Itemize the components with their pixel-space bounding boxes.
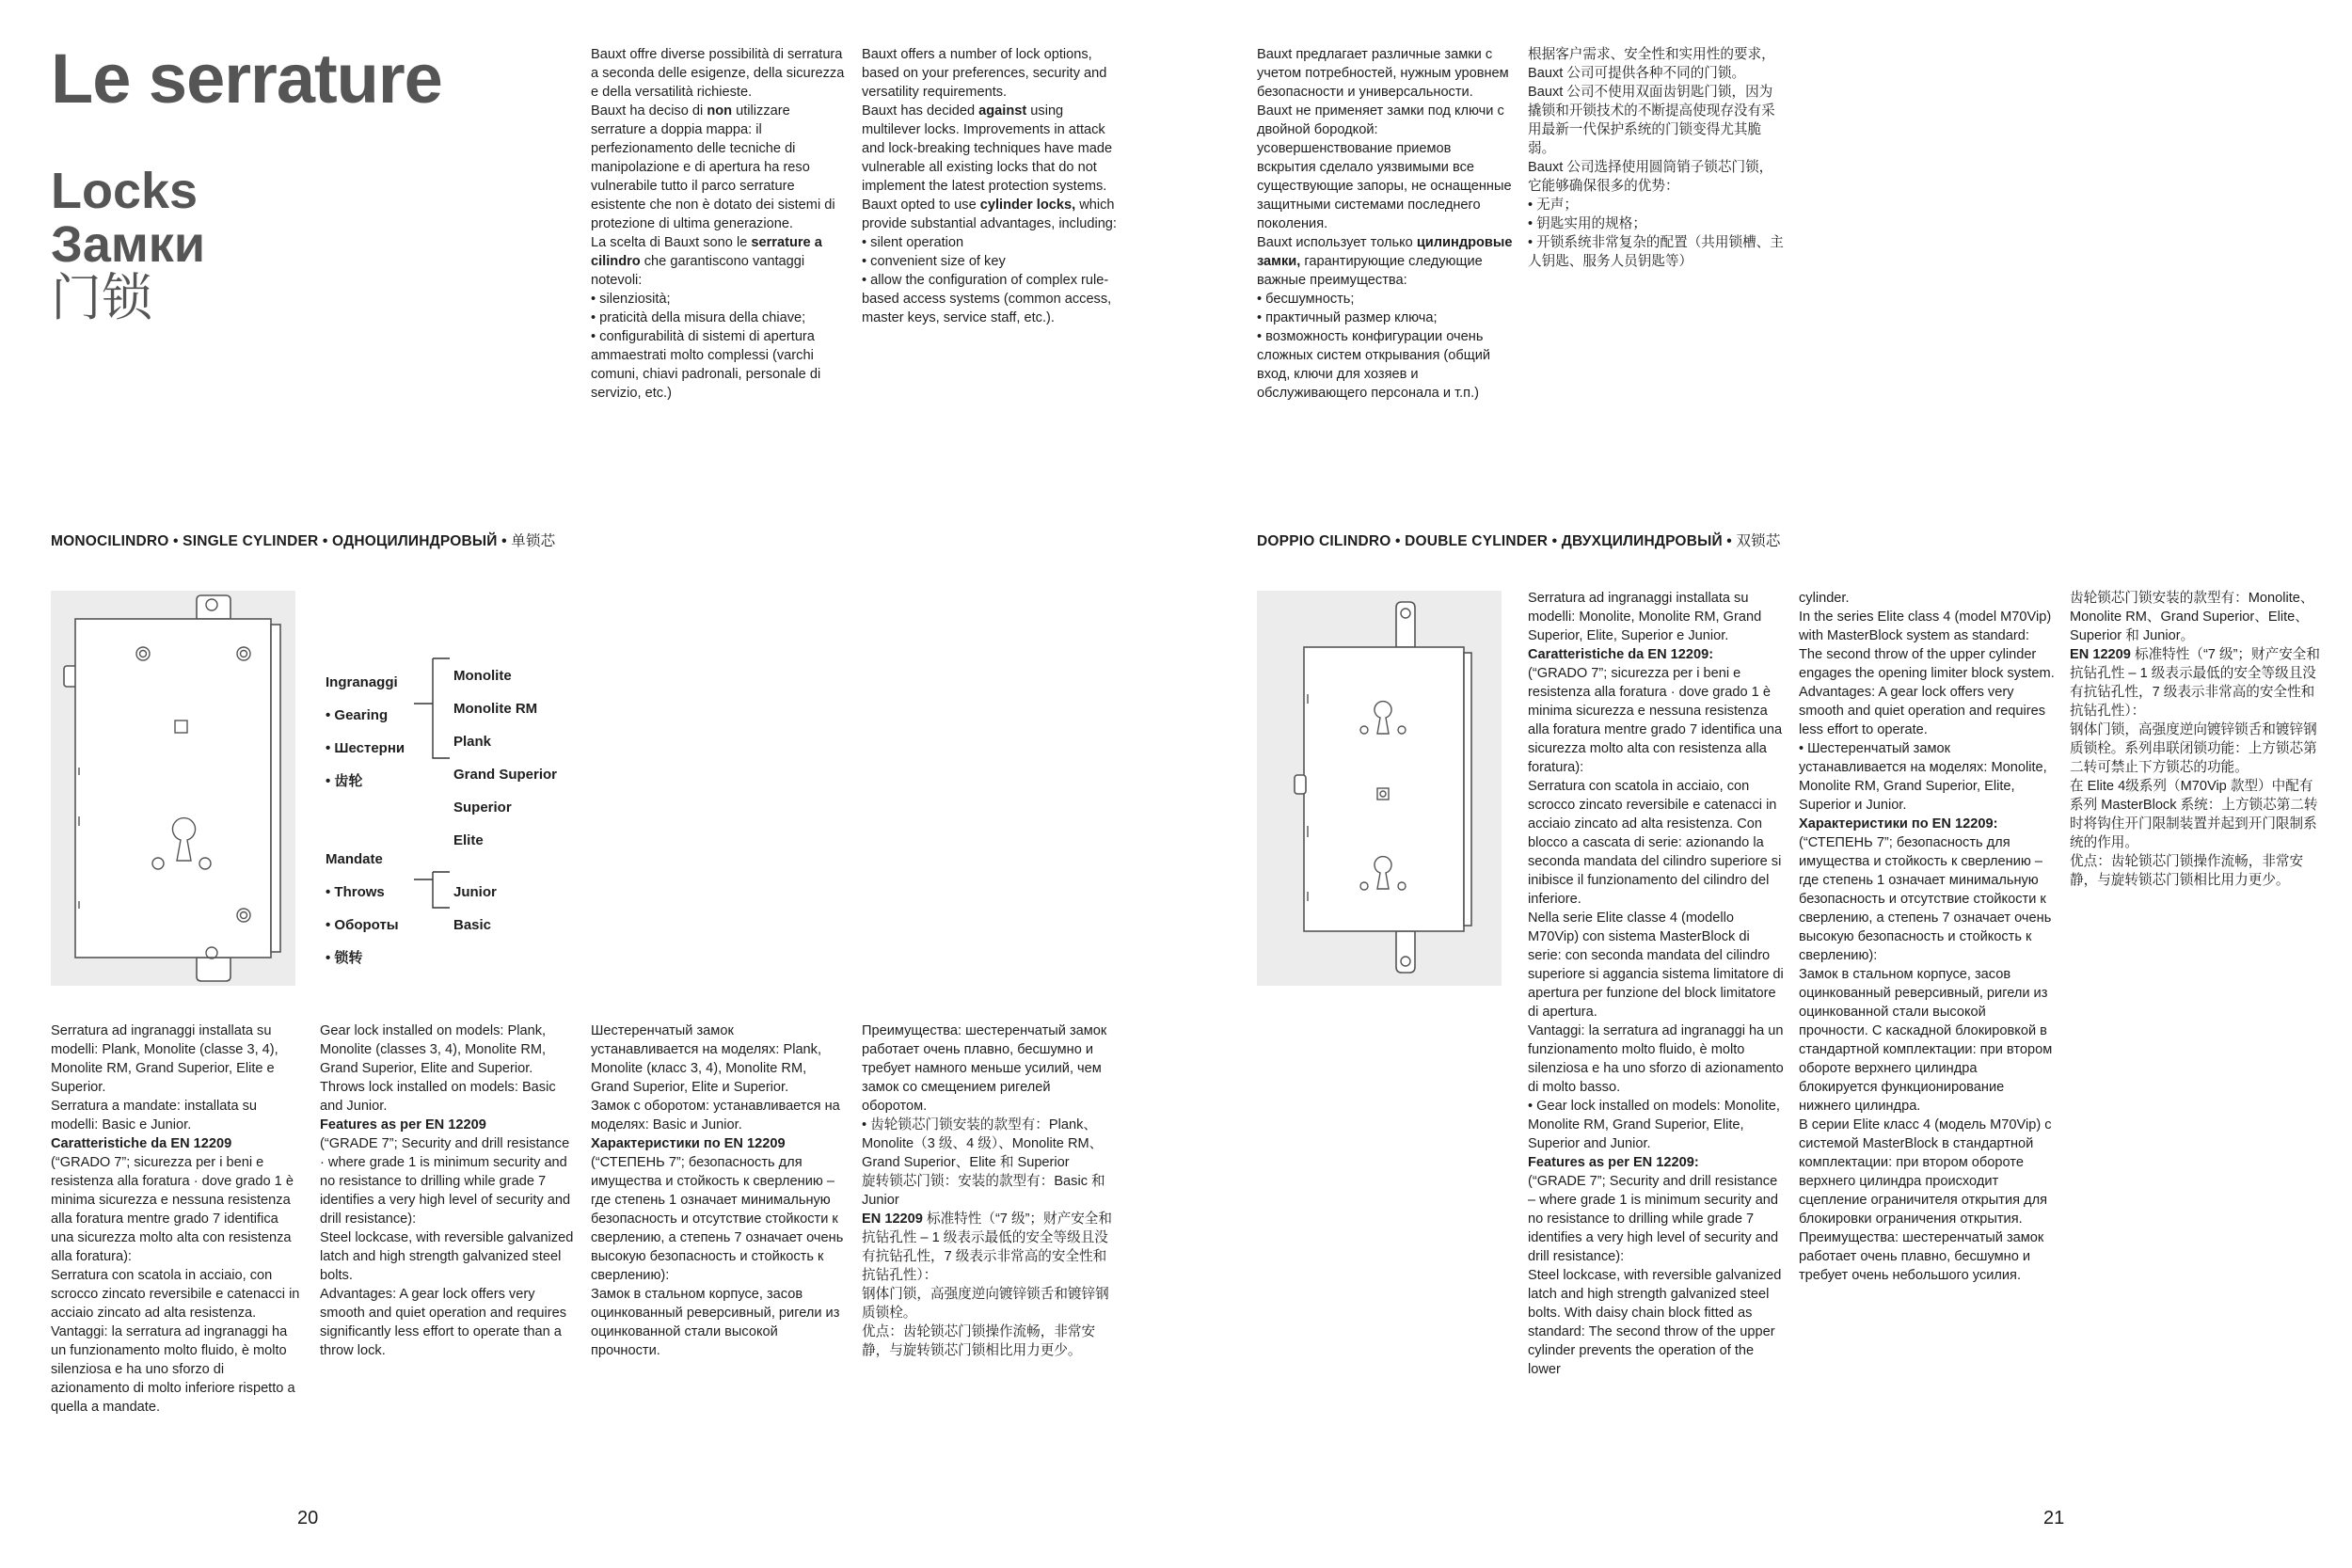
emphasis: cylinder locks,: [979, 198, 1076, 213]
paragraph: 钢体门锁，高强度逆向镀锌锁舌和镀锌钢质锁栓。系列串联闭锁功能：上方锁芯第二转可禁止下方锁芯的功能。: [2070, 722, 2317, 775]
double-body-italian-english: [1528, 589, 1784, 1379]
paragraph: La scelta di Bauxt sono le serrature a cilindro che garantiscono vantaggi notevoli:: [591, 235, 822, 288]
double-body-english-russian: [1799, 589, 2055, 1285]
paragraph: Monolite: [453, 668, 512, 684]
paragraph: EN 12209 标准特性（“7 级”；财产安全和抗钻孔性 – 1 级表示最低的安全等级且没有抗钻孔性，7 级表示非常高的安全性和抗钻孔性）：: [862, 1212, 1112, 1283]
paragraph: (“GRADO 7”; sicurezza per i beni e resistenza alla foratura · dove grado 1 è minima sicurezza e nessuna resistenza alla foratura mentre grado 7 identifica una sicurezza molto alta con resistenza alla foratura):: [51, 1155, 294, 1264]
single-body-italian: [51, 1022, 305, 1417]
paragraph: • Gear lock installed on models: Monolite, Monolite RM, Grand Superior, Elite, Superior and Junior.: [1528, 1099, 1780, 1151]
intro-italian: [591, 45, 845, 403]
throws-label-group: [326, 850, 399, 982]
paragraph: Bauxt 公司不使用双面齿钥匙门锁，因为撬锁和开锁技术的不断提高使现存没有采用最新一代保护系统的门锁变得尤其脆弱。: [1528, 85, 1775, 156]
section-heading-double-latin: DOPPIO CILINDRO • DOUBLE CYLINDER • ДВУХЦИЛИНДРОВЫЙ •: [1257, 533, 1737, 549]
gearing-bracket: [412, 657, 459, 760]
subtitle-zh: 门锁: [51, 270, 152, 326]
emphasis: against: [978, 103, 1027, 119]
throws-title: Mandate: [326, 851, 383, 867]
section-heading-single-cylinder: [51, 530, 555, 550]
paragraph: В серии Elite класс 4 (модель M70Vip) с системой MasterBlock в стандартной комплектации: при втором обороте верхнего цилиндра происходит сцепление ограничителя открытия для блокировки ограничения открытия.: [1799, 1117, 2052, 1227]
emphasis: EN 12209: [2070, 647, 2131, 662]
emphasis: Caratteristiche da EN 12209:: [1528, 647, 1714, 662]
paragraph: Steel lockcase, with reversible galvanized latch and high strength galvanized steel bolts. With daisy chain block fitted as standard: The second throw of the upper cylinder prevents the operation of the lower: [1528, 1268, 1782, 1377]
page-subtitle: [51, 165, 205, 325]
paragraph: • Gearing: [326, 707, 389, 723]
emphasis: EN 12209: [862, 1212, 923, 1227]
section-heading-double-zh: 双锁芯: [1736, 533, 1781, 549]
paragraph: Serratura ad ingranaggi installata su modelli: Plank, Monolite (classe 3, 4), Monolite RM, Grand Superior, Elite e Superior.: [51, 1023, 278, 1095]
paragraph: (“СТЕПЕНЬ 7”; безопасность для имущества и стойкость к сверлению – где степень 1 означает минимальную безопасность и отсутствие стойкости к сверлению, а степень 7 означает очень высокую безопасность и стойкость к сверлению):: [1799, 835, 2052, 963]
paragraph: [1799, 815, 2055, 833]
paragraph: Serratura con scatola in acciaio, con scrocco zincato reversibile e catenacci in acciaio zincato ad alta resistenza.: [51, 1268, 300, 1321]
double-cylinder-lock-illustration: [1257, 591, 1502, 986]
paragraph: 齿轮锁芯门锁安装的款型有：Monolite、Monolite RM、Grand Superior、Elite、Superior 和 Junior。: [2070, 591, 2314, 643]
emphasis: Характеристики по EN 12209:: [1799, 816, 1998, 832]
paragraph: [1528, 645, 1784, 664]
intro-chinese: [1528, 45, 1784, 271]
paragraph: • Шестеренчатый замок устанавливается на моделях: Monolite, Monolite RM, Grand Superior, Elite, Superior и Junior.: [1799, 741, 2047, 813]
paragraph: Bauxt ha deciso di non utilizzare serrature a doppia mappa: il perfezionamento delle tecniche di manipolazione e di apertura ha reso vulnerabile tutto il parco serrature esistente che non è dotato dei sistemi di protezione di ultima generazione.: [591, 103, 835, 231]
paragraph: Advantages: A gear lock offers very smooth and quiet operation and requires less effort to operate.: [1799, 685, 2046, 737]
page-number-left: 20: [297, 1508, 319, 1528]
paragraph: • Обороты: [326, 917, 399, 933]
paragraph: (“GRADO 7”; sicurezza per i beni e resistenza alla foratura · dove grado 1 è minima sicurezza e nessuna resistenza alla foratura mentre grado 7 identifica una sicurezza molto alta con resistenza alla foratura):: [1528, 666, 1783, 775]
paragraph: Замок в стальном корпусе, засов оцинкованный реверсивный, ригели из оцинкованной стали высокой прочности.: [591, 1287, 840, 1358]
paragraph: • Шестерни: [326, 740, 405, 756]
paragraph: Throws lock installed on models: Basic and Junior.: [320, 1080, 556, 1114]
paragraph: • 齿轮: [326, 773, 363, 789]
emphasis: Features as per EN 12209:: [1528, 1155, 1699, 1170]
paragraph: 钢体门锁，高强度逆向镀锌锁舌和镀锌钢质锁栓。: [862, 1287, 1109, 1321]
page-title: Le serrature: [51, 40, 442, 118]
paragraph: 旋转锁芯门锁：安装的款型有：Basic 和 Junior: [862, 1174, 1105, 1208]
paragraph: Advantages: A gear lock offers very smooth and quiet operation and requires significantly less effort to operate than a throw lock.: [320, 1287, 567, 1358]
gearing-items: [326, 706, 405, 791]
throw-models-list: [453, 869, 497, 949]
paragraph: • Throws: [326, 884, 385, 900]
paragraph: Gear lock installed on models: Plank, Monolite (classes 3, 4), Monolite RM, Grand Superior, Elite and Superior.: [320, 1023, 547, 1076]
single-body-english: [320, 1022, 574, 1360]
paragraph: • convenient size of key: [862, 254, 1006, 269]
paragraph: [1528, 1153, 1784, 1172]
paragraph: • возможность конфигурации очень сложных систем открывания (общий вход, ключи для хозяев и обслуживающего персонала и т.п.): [1257, 329, 1491, 401]
double-cylinder-lock-drawing: [1257, 591, 1502, 986]
paragraph: Bauxt offre diverse possibilità di serratura a seconda delle esigenze, della sicurezza e della versatilità richieste.: [591, 47, 845, 100]
paragraph: Superior: [453, 800, 512, 816]
paragraph: • бесшумность;: [1257, 292, 1355, 307]
throws-items: [326, 883, 399, 968]
single-body-russian-chinese: [862, 1022, 1118, 1360]
emphasis: Features as per EN 12209: [320, 1117, 486, 1132]
paragraph: [591, 1134, 845, 1153]
paragraph: • 锁转: [326, 950, 363, 966]
paragraph: Serratura a mandate: installata su modelli: Basic e Junior.: [51, 1099, 258, 1132]
paragraph: • configurabilità di sistemi di apertura ammaestrati molto complessi (varchi comuni, chiavi padronali, personale di servizio, etc.): [591, 329, 821, 401]
paragraph: Plank: [453, 734, 492, 750]
paragraph: Преимущества: шестеренчатый замок работает очень плавно, бесшумно и требует очень небольшого усилия.: [1799, 1230, 2044, 1283]
emphasis: цилиндровые замки,: [1257, 235, 1513, 269]
paragraph: • silenziosità;: [591, 292, 671, 307]
paragraph: Bauxt не применяет замки под ключи с двойной бородкой: усовершенствование приемов вскрытия сделало уязвимыми все существующие запоры, не оснащенные защитными системами последнего поколения.: [1257, 103, 1512, 231]
paragraph: [51, 1134, 305, 1153]
section-heading-single-latin: MONOCILINDRO • SINGLE CYLINDER • ОДНОЦИЛИНДРОВЫЙ •: [51, 533, 512, 549]
intro-english: [862, 45, 1118, 327]
paragraph: • silent operation: [862, 235, 964, 250]
paragraph: Serratura con scatola in acciaio, con scrocco zincato reversibile e catenacci in acciaio zincato ad alta resistenza. Con blocco a cascata di serie: azionando la seconda mandata del cilindro superiore si inibisce il funzionamento del cilindro del inferiore.: [1528, 779, 1782, 907]
paragraph: • praticità della misura della chiave;: [591, 310, 806, 325]
paragraph: • 开锁系统非常复杂的配置（共用锁槽、主人钥匙、服务人员钥匙等）: [1528, 235, 1784, 269]
subtitle-ru: Замки: [51, 216, 206, 273]
paragraph: Vantaggi: la serratura ad ingranaggi ha un funzionamento molto fluido, è molto silenziosa e ha uno sforzo di azionamento di molto inferiore rispetto a quella a mandate.: [51, 1324, 295, 1415]
gearing-label-group: [326, 673, 405, 805]
single-cylinder-lock-illustration: [51, 591, 295, 986]
single-body-russian: [591, 1022, 845, 1360]
paragraph: EN 12209 标准特性（“7 级”；财产安全和抗钻孔性 – 1 级表示最低的安全等级且没有抗钻孔性，7 级表示非常高的安全性和抗钻孔性）：: [2070, 647, 2320, 719]
page-number-right: 21: [2043, 1508, 2065, 1528]
paragraph: Nella serie Elite classe 4 (modello M70Vip) con sistema MasterBlock di serie: con seconda mandata del cilindro superiore si aggancia sistema limitatore di apertura per funzione del block limitatore di apertura.: [1528, 911, 1784, 1020]
paragraph: • 钥匙实用的规格；: [1528, 216, 1646, 231]
emphasis: Характеристики по EN 12209: [591, 1136, 786, 1151]
throws-bracket: [412, 870, 459, 911]
emphasis: serrature a cilindro: [591, 235, 822, 269]
paragraph: • 无声；: [1528, 198, 1578, 213]
paragraph: 根据客户需求、安全性和实用性的要求，Bauxt 公司可提供各种不同的门锁。: [1528, 47, 1775, 81]
section-heading-double-cylinder: [1257, 530, 1781, 550]
subtitle-en: Locks: [51, 163, 199, 219]
paragraph: Шестеренчатый замок устанавливается на моделях: Plank, Monolite (класс 3, 4), Monolite RM, Grand Superior, Elite и Superior.: [591, 1023, 822, 1095]
paragraph: Elite: [453, 832, 484, 848]
gearing-title: Ingranaggi: [326, 674, 398, 690]
paragraph: • allow the configuration of complex rule-based access systems (common access, master keys, service staff, etc.).: [862, 273, 1112, 325]
paragraph: In the series Elite class 4 (model M70Vip) with MasterBlock system as standard: The second throw of the upper cylinder engages the opening limiter block system.: [1799, 610, 2055, 681]
intro-russian: [1257, 45, 1513, 403]
emphasis: Caratteristiche da EN 12209: [51, 1136, 232, 1151]
paragraph: Bauxt предлагает различные замки с учетом потребностей, нужным уровнем безопасности и универсальности.: [1257, 47, 1509, 100]
paragraph: Junior: [453, 884, 497, 900]
paragraph: Bauxt offers a number of lock options, based on your preferences, security and versatility requirements.: [862, 47, 1107, 100]
paragraph: Serratura ad ingranaggi installata su modelli: Monolite, Monolite RM, Grand Superior, Elite, Superior e Junior.: [1528, 591, 1762, 643]
double-body-chinese: [2070, 589, 2326, 890]
section-heading-single-zh: 单锁芯: [511, 533, 556, 549]
paragraph: [320, 1116, 574, 1134]
paragraph: Steel lockcase, with reversible galvanized latch and high strength galvanized steel bolts.: [320, 1230, 574, 1283]
paragraph: Monolite RM: [453, 701, 538, 717]
paragraph: Vantaggi: la serratura ad ingranaggi ha un funzionamento molto fluido, è molto silenziosa e ha uno sforzo di azionamento di molto basso.: [1528, 1023, 1784, 1095]
paragraph: Bauxt opted to use cylinder locks, which provide substantial advantages, including:: [862, 198, 1117, 231]
single-cylinder-lock-drawing: [51, 591, 295, 986]
paragraph: Замок в стальном корпусе, засов оцинкованный реверсивный, ригели из оцинкованной стали высокой прочности. С каскадной блокировкой в стандартной комплектации: при втором обороте верхнего цилиндра блокируется функционирование нижнего цилиндра.: [1799, 967, 2053, 1114]
gear-models-list: [453, 653, 557, 864]
paragraph: 优点：齿轮锁芯门锁操作流畅，非常安静，与旋转锁芯门锁相比用力更少。: [862, 1324, 1096, 1358]
paragraph: (“GRADE 7”; Security and drill resistance – where grade 1 is minimum security and no resistance to drilling while grade 7 identifies a very high level of security and drill resistance):: [1528, 1174, 1779, 1264]
paragraph: • практичный размер ключа;: [1257, 310, 1438, 325]
paragraph: • 齿轮锁芯门锁安装的款型有：Plank、Monolite（3 级、4 级）、Monolite RM、Grand Superior、Elite 和 Superior: [862, 1117, 1104, 1170]
paragraph: (“GRADE 7”; Security and drill resistance · where grade 1 is minimum security and no resistance to drilling while grade 7 identifies a very high level of security and drill resistance):: [320, 1136, 571, 1227]
paragraph: Grand Superior: [453, 767, 558, 783]
paragraph: 在 Elite 4级系列（M70Vip 款型）中配有系列 MasterBlock 系统：上方锁芯第二转时将钩住开门限制装置并起到开门限制系统的作用。: [2070, 779, 2318, 850]
paragraph: (“СТЕПЕНЬ 7”; безопасность для имущества и стойкость к сверлению – где степень 1 означает минимальную безопасность и отсутствие стойкости к сверлению, а степень 7 означает очень высокую безопасность и стойкость к сверлению):: [591, 1155, 844, 1283]
paragraph: Bauxt использует только цилиндровые замки, гарантирующие следующие важные преимущества:: [1257, 235, 1513, 288]
paragraph: cylinder.: [1799, 591, 1850, 606]
paragraph: Преимущества: шестеренчатый замок работает очень плавно, бесшумно и требует намного меньше усилий, чем замок со смещением ригелей оборотом.: [862, 1023, 1107, 1114]
paragraph: Basic: [453, 917, 492, 933]
paragraph: Замок с оборотом: устанавливается на моделях: Basic и Junior.: [591, 1099, 840, 1132]
paragraph: Bauxt 公司选择使用圆筒销子锁芯门锁，它能够确保很多的优势：: [1528, 160, 1773, 194]
emphasis: non: [707, 103, 733, 119]
paragraph: 优点：齿轮锁芯门锁操作流畅，非常安静，与旋转锁芯门锁相比用力更少。: [2070, 854, 2304, 888]
paragraph: Bauxt has decided against using multilever locks. Improvements in attack and lock-breaking techniques have made vulnerable all existing locks that do not implement the latest protection systems.: [862, 103, 1113, 194]
